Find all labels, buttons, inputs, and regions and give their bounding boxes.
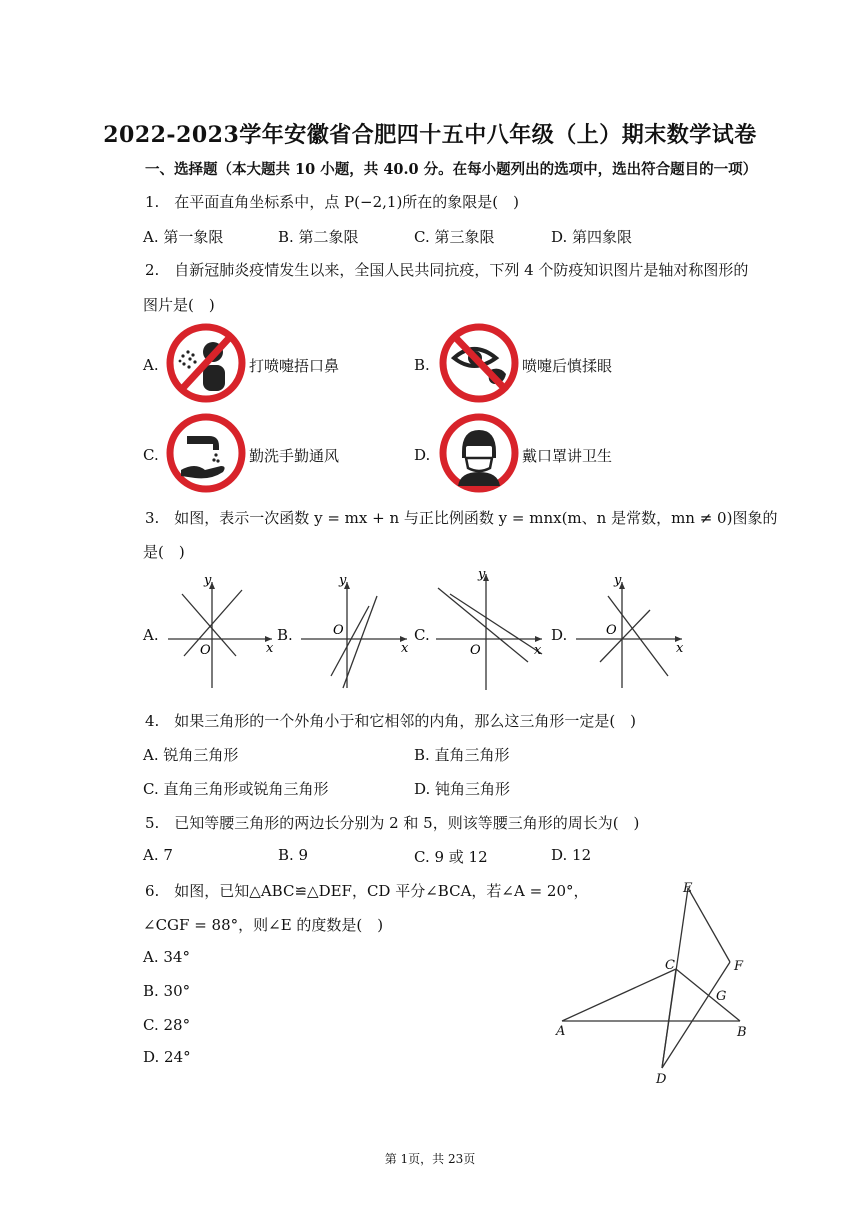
q1-option-d: D. 第四象限 (551, 228, 633, 246)
q5-option-a: A. 7 (143, 846, 173, 864)
q3-d-y-label: y (614, 573, 622, 588)
q6-option-a: A. 34° (143, 948, 190, 966)
question-6-stem-line2: ∠CGF = 88°，则∠E 的度数是( ) (143, 916, 384, 934)
question-3-stem-line2: 是( ) (143, 543, 185, 561)
q3-a-y-label: y (204, 573, 212, 588)
q2-option-a-letter: A. (143, 356, 159, 374)
point-a: A (556, 1024, 566, 1039)
q2-option-d-caption: 戴口罩讲卫生 (522, 447, 613, 465)
q5-option-b: B. 9 (278, 846, 309, 864)
point-c: C (665, 958, 675, 973)
question-6-stem-line1: 6. 如图，已知△ABC≌△DEF，CD 平分∠BCA，若∠A = 20°， (145, 882, 589, 900)
q4-option-d: D. 钝角三角形 (414, 780, 511, 798)
q2-option-a-caption: 打喷嚏捂口鼻 (249, 357, 340, 375)
q3-graph-b (295, 572, 415, 692)
q4-option-c: C. 直角三角形或锐角三角形 (143, 780, 329, 798)
q2-option-c-caption: 勤洗手勤通风 (249, 447, 340, 465)
page-title: 2022-2023学年安徽省合肥四十五中八年级（上）期末数学试卷 (103, 122, 757, 148)
q5-option-d: D. 12 (551, 846, 592, 864)
q3-graph-c (430, 566, 550, 692)
page-footer: 第 1页，共 23页 (384, 1152, 476, 1166)
q6-option-d: D. 24° (143, 1048, 191, 1066)
q1-option-c: C. 第三象限 (414, 228, 495, 246)
no-sneeze-icon (165, 322, 247, 404)
question-2-stem-line1: 2. 自新冠肺炎疫情发生以来，全国人民共同抗疫，下列 4 个防疫知识图片是轴对称图形的 (145, 261, 749, 279)
q2-option-d-letter: D. (414, 446, 431, 464)
q3-option-b-letter: B. (277, 626, 293, 644)
q4-option-b: B. 直角三角形 (414, 746, 510, 764)
q4-option-a: A. 锐角三角形 (143, 746, 239, 764)
q3-d-origin: O (606, 623, 617, 638)
question-5-stem: 5. 已知等腰三角形的两边长分别为 2 和 5，则该等腰三角形的周长为( ) (145, 814, 640, 832)
q3-b-x-label: x (401, 641, 409, 656)
q3-option-c-letter: C. (414, 626, 430, 644)
q3-option-a-letter: A. (143, 626, 159, 644)
q6-triangle-figure (550, 876, 760, 1090)
section-heading: 一、选择题（本大题共 10 小题，共 40.0 分。在每小题列出的选项中，选出符合题目的一项） (145, 161, 758, 178)
q6-option-b: B. 30° (143, 982, 191, 1000)
wash-hands-icon (165, 412, 247, 494)
question-3-stem-line1: 3. 如图，表示一次函数 y = mx + n 与正比例函数 y = mnx(m、n 是常数，mn ≠ 0)图象的 (145, 509, 778, 527)
point-g: G (716, 989, 727, 1004)
question-1-stem: 1. 在平面直角坐标系中，点 P(−2,1)所在的象限是( ) (145, 193, 520, 211)
q2-option-b-caption: 喷嚏后慎揉眼 (522, 357, 613, 375)
q3-c-x-label: x (534, 643, 542, 658)
q3-graph-d (570, 572, 690, 692)
q5-option-c: C. 9 或 12 (414, 848, 488, 866)
point-d: D (656, 1072, 667, 1087)
q3-graph-a (160, 572, 280, 692)
q2-option-c-letter: C. (143, 446, 159, 464)
no-rub-eyes-icon (438, 322, 520, 404)
point-e: E (683, 881, 693, 896)
q3-b-y-label: y (339, 573, 347, 588)
wear-mask-icon (438, 412, 520, 494)
q3-d-x-label: x (676, 641, 684, 656)
q6-option-c: C. 28° (143, 1016, 191, 1034)
q3-a-x-label: x (266, 641, 274, 656)
q1-option-a: A. 第一象限 (143, 228, 224, 246)
point-b: B (737, 1025, 747, 1040)
question-2-stem-line2: 图片是( ) (143, 296, 215, 314)
q3-b-origin: O (333, 623, 344, 638)
question-4-stem: 4. 如果三角形的一个外角小于和它相邻的内角，那么这三角形一定是( ) (145, 712, 637, 730)
q3-c-y-label: y (478, 567, 486, 582)
point-f: F (734, 959, 744, 974)
q3-a-origin: O (200, 643, 211, 658)
q2-option-b-letter: B. (414, 356, 430, 374)
q3-c-origin: O (470, 643, 481, 658)
q3-option-d-letter: D. (551, 626, 568, 644)
q1-option-b: B. 第二象限 (278, 228, 359, 246)
